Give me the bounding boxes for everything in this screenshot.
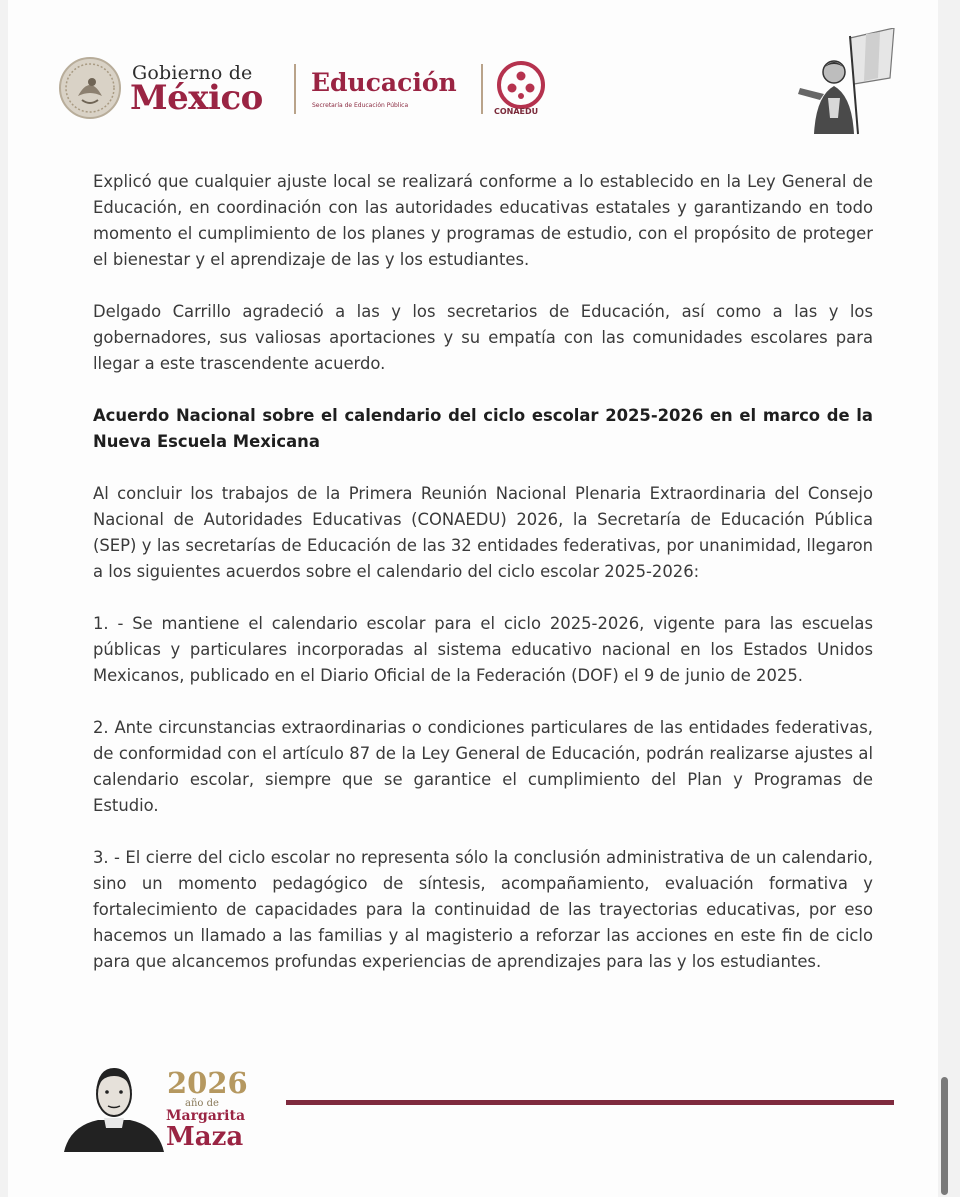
mexico-seal-icon <box>58 56 122 120</box>
paragraph-ajuste-local: Explicó que cualquier ajuste local se realizará conforme a lo establecido en la Ley General de Educación, en coordinación con las autoridades educativas estatales y garantizando en todo momento el cumplimiento de los planes y programas de estudio, con el propósito de proteger el bienestar y el aprendizaje de las y los estudiantes. <box>93 172 873 269</box>
paragraph-agradecimiento: Delgado Carrillo agradeció a las y los secretarios de Educación, así como a las y los gobernadores, sus valiosas aportaciones y su empatía con las comunidades escolares para llegar a este trascendente acuerdo. <box>93 302 873 373</box>
margarita-text: Margarita <box>166 1108 246 1124</box>
maza-text: Maza <box>166 1122 244 1152</box>
footer-divider-line <box>286 1100 894 1105</box>
header-divider <box>294 64 296 114</box>
header-divider <box>481 64 483 114</box>
press-release-body <box>93 169 873 1001</box>
year-2026: 2026 <box>167 1066 248 1100</box>
agreement-item-1: 1. - Se mantiene el calendario escolar para el ciclo 2025-2026, vigente para las escuelas públicas y particulares incorporadas al sistema educativo nacional en los Estados Unidos Mexicanos, publicado en el Diario Oficial de la Federación (DOF) el 9 de junio de 2025. <box>93 614 873 685</box>
conaedu-label: CONAEDU <box>494 107 539 116</box>
scrollbar-thumb[interactable] <box>941 1077 948 1195</box>
agreement-item-2: 2. Ante circunstancias extraordinarias o condiciones particulares de las entidades federativas, de conformidad con el artículo 87 de la Ley General de Educación, podrán realizarse ajustes al calendario escolar, siempre que se garantice el cumplimiento del Plan y Programas de Estudio. <box>93 718 873 815</box>
section-heading: Acuerdo Nacional sobre el calendario del ciclo escolar 2025-2026 en el marco de la Nueva Escuela Mexicana <box>93 406 873 451</box>
mexico-wordmark: México <box>130 78 263 118</box>
document-page <box>8 0 938 1197</box>
educacion-wordmark: Educación <box>311 68 457 97</box>
letterhead <box>56 50 906 145</box>
sep-subtitle: Secretaría de Educación Pública <box>312 102 409 109</box>
paragraph-conaedu: Al concluir los trabajos de la Primera Reunión Nacional Plenaria Extraordinaria del Consejo Nacional de Autoridades Educativas (CONAEDU) 2026, la Secretaría de Educación Pública (SEP) y las secretarías de Educación de las 32 entidades federativas, por unanimidad, llegaron a los siguientes acuerdos sobre el calendario del ciclo escolar 2025-2026: <box>93 484 873 581</box>
margarita-maza-portrait-icon <box>62 1062 166 1152</box>
footer-banner <box>62 1058 902 1158</box>
conaedu-logo-icon <box>496 60 546 110</box>
anio-de-text: año de <box>185 1098 219 1109</box>
agreement-item-3: 3. - El cierre del ciclo escolar no representa sólo la conclusión administrativa de un calendario, sino un momento pedagógico de síntesis, acompañamiento, evaluación formativa y fortalecimiento de capacidades para la continuidad de las trayectorias educativas, por eso hacemos un llamado a las familias y al magisterio a reforzar las acciones en este fin de ciclo para que alcancemos profundas experiencias de aprendizajes para las y los estudiantes. <box>93 848 873 971</box>
gobierno-de-text: Gobierno de <box>132 62 253 84</box>
heroine-flag-icon <box>794 28 898 136</box>
